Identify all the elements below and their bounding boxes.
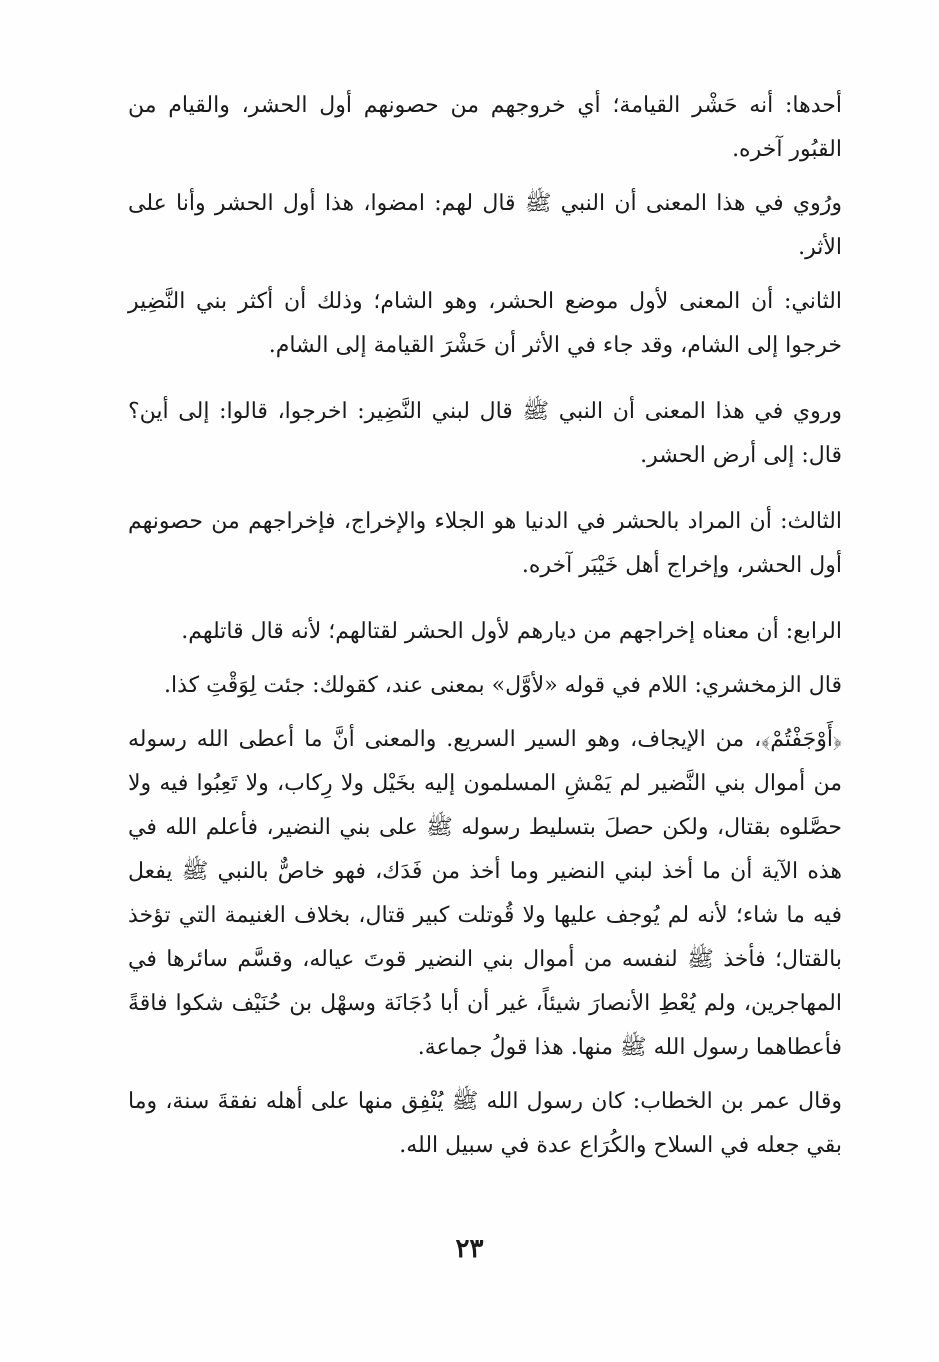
paragraph-awjaftum: ﴿أَوْجَفْتُمْ﴾، من الإيجاف، وهو السير السريع. والمعنى أنَّ ما أعطى الله رسوله من أموال بني النَّضير لم يَمْشِ المسلمون إليه بخَيْل ولا رِكاب، ولا تَعِبُوا فيه ولا حصَّلوه بقتال، ولكن حصلَ بتسليط رسوله ﷺ على بني النضير، فأعلم الله في هذه الآية أن ما أخذ لبني النضير وما أخذ من فَدَك، فهو خاصٌّ بالنبي ﷺ يفعل فيه ما شاء؛ لأنه لم يُوجف عليها ولا قُوتلت كبير قتال، بخلاف الغنيمة التي تؤخذ بالقتال؛ فأخذ ﷺ لنفسه من أموال بني النضير قوتَ عياله، وقسَّم سائرها في المهاجرين، ولم يُعْطِ الأنصارَ شيئاً، غير أن أبا دُجَانَة وسهْل بن حُنَيْف شكوا فاقةً فأعطاهما رسول الله ﷺ منها. هذا قولُ جماعة. bbox=[128, 727, 842, 1060]
paragraph-zamakhshari: قال الزمخشري: اللام في قوله «لأوَّل» بمعنى عند، كقولك: جئت لِوَقْتِ كذا. bbox=[164, 673, 842, 698]
paragraph-second-narration: وروي في هذا المعنى أن النبي ﷺ قال لبني النَّضِير: اخرجوا، قالوا: إلى أين؟ قال: إلى أرض الحشر. bbox=[128, 399, 842, 468]
page-number: ٢٣ bbox=[455, 1234, 484, 1264]
paragraph-second-meaning: الثاني: أن المعنى لأول موضع الحشر، وهو الشام؛ وذلك أن أكثر بني النَّضِير خرجوا إلى الشام، وقد جاء في الأثر أن حَشْرَ القيامة إلى الشام. bbox=[128, 289, 842, 358]
paragraph-third-meaning: الثالث: أن المراد بالحشر في الدنيا هو الجلاء والإخراج، فإخراجهم من حصونهم أول الحشر، وإخراج أهل خَيْبَر آخره. bbox=[128, 509, 842, 578]
page-body-text bbox=[128, 84, 842, 1178]
paragraph-umar: وقال عمر بن الخطاب: كان رسول الله ﷺ يُنْفِق منها على أهله نفقةَ سنة، وما بقي جعله في السلاح والكُرَاع عدة في سبيل الله. bbox=[128, 1089, 842, 1158]
paragraph-first-meaning: أحدها: أنه حَشْر القيامة؛ أي خروجهم من حصونهم أول الحشر، والقيام من القبُور آخره. bbox=[128, 93, 842, 162]
paragraph-fourth-meaning: الرابع: أن معناه إخراجهم من ديارهم لأول الحشر لقتالهم؛ لأنه قال قاتلهم. bbox=[181, 619, 842, 644]
paragraph-first-narration: ورُوي في هذا المعنى أن النبي ﷺ قال لهم: امضوا، هذا أول الحشر وأنا على الأثر. bbox=[128, 191, 842, 260]
